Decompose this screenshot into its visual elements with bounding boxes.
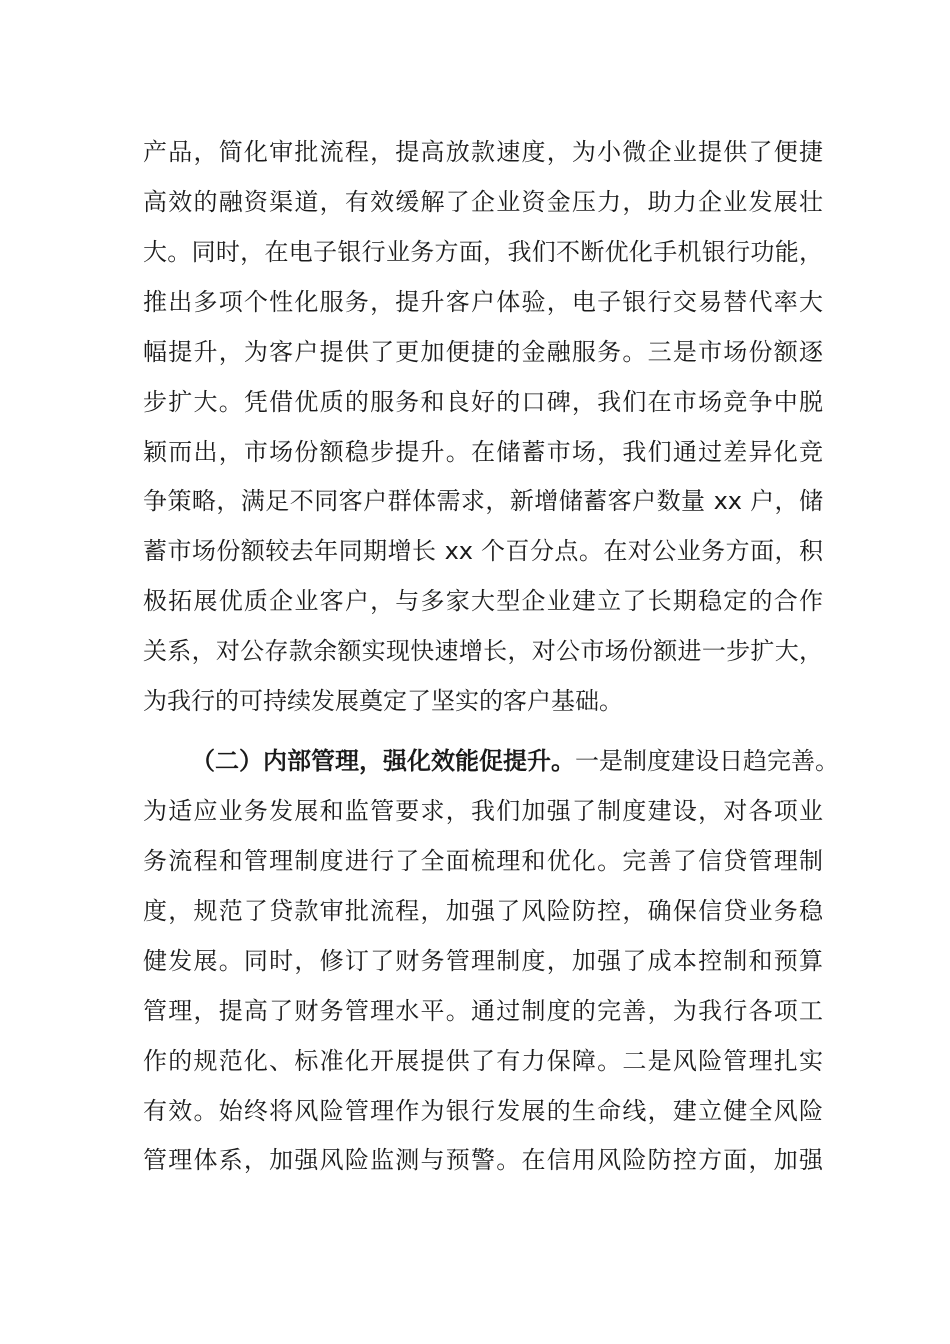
text-line: 为适应业务发展和监管要求，我们加强了制度建设，对各项业 bbox=[143, 797, 823, 825]
text-line: 关系，对公存款余额实现快速增长，对公市场份额进一步扩大， bbox=[143, 637, 823, 665]
text-line: 产品，简化审批流程，提高放款速度，为小微企业提供了便捷 bbox=[143, 138, 823, 166]
text-line: 作的规范化、标准化开展提供了有力保障。二是风险管理扎实 bbox=[143, 1047, 823, 1075]
paragraph-first-line bbox=[191, 746, 839, 776]
text-line: 管理，提高了财务管理水平。通过制度的完善，为我行各项工 bbox=[143, 997, 823, 1025]
text-span: 一是制度建设日趋完善。 bbox=[575, 747, 839, 775]
text-line: 务流程和管理制度进行了全面梳理和优化。完善了信贷管理制 bbox=[143, 847, 823, 875]
text-line: 有效。始终将风险管理作为银行发展的生命线，建立健全风险 bbox=[143, 1097, 823, 1125]
text-line: 管理体系，加强风险监测与预警。在信用风险防控方面，加强 bbox=[143, 1146, 823, 1174]
text-line: 争策略，满足不同客户群体需求，新增储蓄客户数量 xx 户，储 bbox=[143, 487, 823, 515]
section-heading: （二）内部管理，强化效能促提升。 bbox=[191, 747, 575, 775]
text-line: 高效的融资渠道，有效缓解了企业资金压力，助力企业发展壮 bbox=[143, 188, 823, 216]
text-line: 步扩大。凭借优质的服务和良好的口碑，我们在市场竞争中脱 bbox=[143, 388, 823, 416]
text-line: 极拓展优质企业客户，与多家大型企业建立了长期稳定的合作 bbox=[143, 587, 823, 615]
text-line: 推出多项个性化服务，提升客户体验，电子银行交易替代率大 bbox=[143, 288, 823, 316]
text-line: 大。同时，在电子银行业务方面，我们不断优化手机银行功能， bbox=[143, 238, 823, 266]
text-line: 健发展。同时，修订了财务管理制度，加强了成本控制和预算 bbox=[143, 947, 823, 975]
text-line: 蓄市场份额较去年同期增长 xx 个百分点。在对公业务方面，积 bbox=[143, 537, 823, 565]
text-line: 颖而出，市场份额稳步提升。在储蓄市场，我们通过差异化竞 bbox=[143, 438, 823, 466]
text-line: 幅提升，为客户提供了更加便捷的金融服务。三是市场份额逐 bbox=[143, 338, 823, 366]
text-line: 为我行的可持续发展奠定了坚实的客户基础。 bbox=[143, 687, 623, 715]
text-line: 度，规范了贷款审批流程，加强了风险防控，确保信贷业务稳 bbox=[143, 897, 823, 925]
